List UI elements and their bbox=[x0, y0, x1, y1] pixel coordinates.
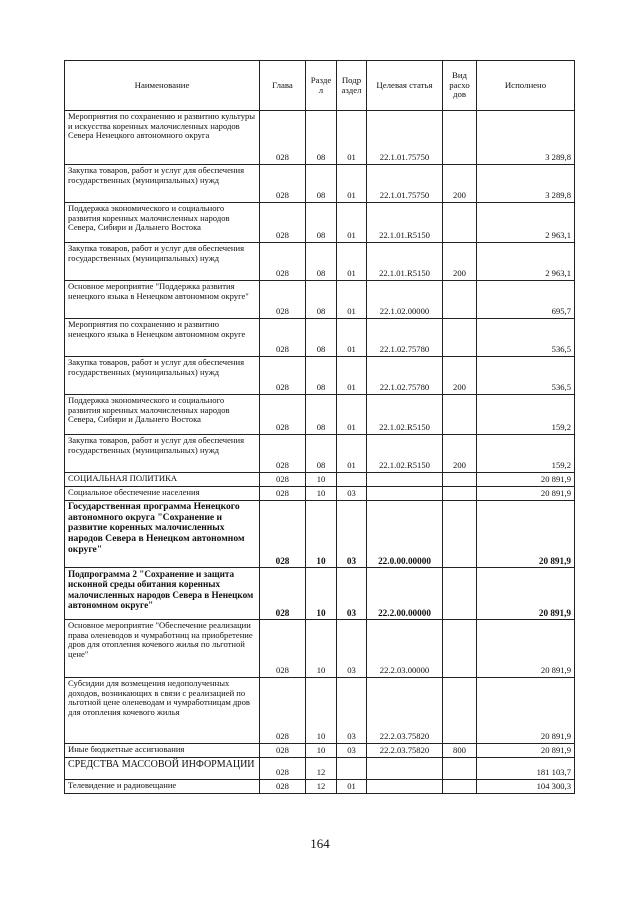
row-glava: 028 bbox=[260, 473, 306, 487]
row-vid bbox=[443, 203, 477, 243]
row-celevaya: 22.1.01.R5150 bbox=[367, 243, 443, 281]
row-razdel: 10 bbox=[306, 473, 337, 487]
row-razdel: 10 bbox=[306, 678, 337, 744]
row-vid bbox=[443, 501, 477, 568]
row-razdel: 08 bbox=[306, 395, 337, 435]
row-podrazdel: 03 bbox=[337, 568, 367, 620]
row-podrazdel: 01 bbox=[337, 165, 367, 203]
row-ispolneno: 159,2 bbox=[477, 435, 575, 473]
row-celevaya: 22.1.02.R5150 bbox=[367, 395, 443, 435]
row-celevaya bbox=[367, 780, 443, 794]
row-vid: 200 bbox=[443, 243, 477, 281]
table-row bbox=[65, 203, 575, 243]
row-vid: 200 bbox=[443, 435, 477, 473]
table-row bbox=[65, 758, 575, 780]
row-celevaya: 22.1.02.75780 bbox=[367, 357, 443, 395]
row-ispolneno: 20 891,9 bbox=[477, 501, 575, 568]
row-vid: 200 bbox=[443, 165, 477, 203]
row-name: Телевидение и радиовещание bbox=[65, 780, 260, 794]
row-ispolneno: 2 963,1 bbox=[477, 203, 575, 243]
row-razdel: 08 bbox=[306, 319, 337, 357]
row-podrazdel: 03 bbox=[337, 744, 367, 758]
row-glava: 028 bbox=[260, 319, 306, 357]
row-vid bbox=[443, 319, 477, 357]
row-podrazdel bbox=[337, 473, 367, 487]
row-celevaya: 22.2.03.75820 bbox=[367, 744, 443, 758]
row-name: Мероприятия по сохранению и развитию культуры и искусства коренных малочисленных народов Севера Ненецкого автономного округа bbox=[65, 111, 260, 165]
row-name: Закупка товаров, работ и услуг для обеспечения государственных (муниципальных) нужд bbox=[65, 165, 260, 203]
row-vid bbox=[443, 487, 477, 501]
row-glava: 028 bbox=[260, 281, 306, 319]
row-name: СРЕДСТВА МАССОВОЙ ИНФОРМАЦИИ bbox=[65, 758, 260, 780]
row-vid bbox=[443, 780, 477, 794]
header-razdel: Разде л bbox=[306, 61, 337, 111]
row-celevaya bbox=[367, 473, 443, 487]
row-podrazdel: 01 bbox=[337, 357, 367, 395]
row-ispolneno: 695,7 bbox=[477, 281, 575, 319]
row-razdel: 10 bbox=[306, 568, 337, 620]
row-podrazdel: 03 bbox=[337, 501, 367, 568]
row-celevaya: 22.2.00.00000 bbox=[367, 568, 443, 620]
row-vid bbox=[443, 620, 477, 678]
header-row bbox=[65, 61, 575, 111]
table-row bbox=[65, 165, 575, 203]
row-name: Закупка товаров, работ и услуг для обеспечения государственных (муниципальных) нужд bbox=[65, 243, 260, 281]
row-celevaya: 22.1.02.R5150 bbox=[367, 435, 443, 473]
row-podrazdel: 01 bbox=[337, 281, 367, 319]
row-name: Поддержка экономического и социального развития коренных малочисленных народов Севера, Сибири и Дальнего Востока bbox=[65, 395, 260, 435]
row-glava: 028 bbox=[260, 678, 306, 744]
table-row bbox=[65, 568, 575, 620]
row-glava: 028 bbox=[260, 501, 306, 568]
row-podrazdel: 01 bbox=[337, 243, 367, 281]
row-podrazdel: 01 bbox=[337, 395, 367, 435]
row-razdel: 08 bbox=[306, 165, 337, 203]
row-celevaya: 22.1.01.R5150 bbox=[367, 203, 443, 243]
row-razdel: 08 bbox=[306, 243, 337, 281]
table-row bbox=[65, 744, 575, 758]
row-name: Подпрограмма 2 "Сохранение и защита исконной среды обитания коренных малочисленных народов Севера в Ненецком автономном округе" bbox=[65, 568, 260, 620]
row-razdel: 12 bbox=[306, 780, 337, 794]
row-razdel: 08 bbox=[306, 357, 337, 395]
row-glava: 028 bbox=[260, 111, 306, 165]
row-ispolneno: 20 891,9 bbox=[477, 620, 575, 678]
header-podrazdel: Подр аздел bbox=[337, 61, 367, 111]
table-row bbox=[65, 473, 575, 487]
row-name: Основное мероприятие "Поддержка развития ненецкого языка в Ненецком автономном округе" bbox=[65, 281, 260, 319]
row-vid bbox=[443, 281, 477, 319]
row-razdel: 10 bbox=[306, 501, 337, 568]
row-ispolneno: 20 891,9 bbox=[477, 744, 575, 758]
table-row bbox=[65, 678, 575, 744]
row-razdel: 10 bbox=[306, 487, 337, 501]
row-glava: 028 bbox=[260, 780, 306, 794]
row-podrazdel: 01 bbox=[337, 319, 367, 357]
row-podrazdel: 01 bbox=[337, 111, 367, 165]
row-podrazdel bbox=[337, 758, 367, 780]
row-vid: 800 bbox=[443, 744, 477, 758]
page-number: 164 bbox=[310, 836, 330, 851]
row-glava: 028 bbox=[260, 487, 306, 501]
row-name: Закупка товаров, работ и услуг для обеспечения государственных (муниципальных) нужд bbox=[65, 435, 260, 473]
row-vid bbox=[443, 395, 477, 435]
row-glava: 028 bbox=[260, 243, 306, 281]
row-celevaya: 22.1.02.75780 bbox=[367, 319, 443, 357]
row-vid bbox=[443, 111, 477, 165]
row-celevaya: 22.1.01.75750 bbox=[367, 165, 443, 203]
table-row bbox=[65, 357, 575, 395]
row-glava: 028 bbox=[260, 357, 306, 395]
row-podrazdel: 03 bbox=[337, 678, 367, 744]
table-row bbox=[65, 501, 575, 568]
row-name: Закупка товаров, работ и услуг для обеспечения государственных (муниципальных) нужд bbox=[65, 357, 260, 395]
row-razdel: 10 bbox=[306, 620, 337, 678]
table-row bbox=[65, 319, 575, 357]
row-name: Государственная программа Ненецкого автономного округа "Сохранение и развитие коренных малочисленных народов Севера в Ненецком автономном округе" bbox=[65, 501, 260, 568]
row-name: Основное мероприятие "Обеспечение реализации права оленеводов и чумработниц на приобретение дров для отопления кочевого жилья по льготной цене" bbox=[65, 620, 260, 678]
row-celevaya bbox=[367, 758, 443, 780]
row-ispolneno: 20 891,9 bbox=[477, 678, 575, 744]
row-glava: 028 bbox=[260, 203, 306, 243]
row-celevaya bbox=[367, 487, 443, 501]
row-razdel: 12 bbox=[306, 758, 337, 780]
row-celevaya: 22.1.02.00000 bbox=[367, 281, 443, 319]
table-row bbox=[65, 281, 575, 319]
header-name: Наименование bbox=[65, 61, 260, 111]
row-ispolneno: 20 891,9 bbox=[477, 473, 575, 487]
row-ispolneno: 104 300,3 bbox=[477, 780, 575, 794]
row-vid bbox=[443, 678, 477, 744]
row-ispolneno: 2 963,1 bbox=[477, 243, 575, 281]
row-ispolneno: 3 289,8 bbox=[477, 111, 575, 165]
row-celevaya: 22.1.01.75750 bbox=[367, 111, 443, 165]
row-podrazdel: 01 bbox=[337, 780, 367, 794]
row-razdel: 08 bbox=[306, 111, 337, 165]
header-ispolneno: Исполнено bbox=[477, 61, 575, 111]
budget-table bbox=[64, 60, 575, 794]
row-razdel: 08 bbox=[306, 203, 337, 243]
row-name: СОЦИАЛЬНАЯ ПОЛИТИКА bbox=[65, 473, 260, 487]
row-glava: 028 bbox=[260, 744, 306, 758]
row-name: Социальное обеспечение населения bbox=[65, 487, 260, 501]
row-podrazdel: 03 bbox=[337, 620, 367, 678]
table-row bbox=[65, 395, 575, 435]
row-razdel: 10 bbox=[306, 744, 337, 758]
row-podrazdel: 01 bbox=[337, 435, 367, 473]
table-row bbox=[65, 435, 575, 473]
row-podrazdel: 01 bbox=[337, 203, 367, 243]
row-vid bbox=[443, 758, 477, 780]
table-row bbox=[65, 620, 575, 678]
row-glava: 028 bbox=[260, 395, 306, 435]
table-row bbox=[65, 111, 575, 165]
row-razdel: 08 bbox=[306, 435, 337, 473]
row-name: Иные бюджетные ассигнования bbox=[65, 744, 260, 758]
row-glava: 028 bbox=[260, 435, 306, 473]
row-name: Поддержка экономического и социального развития коренных малочисленных народов Севера, Сибири и Дальнего Востока bbox=[65, 203, 260, 243]
row-ispolneno: 159,2 bbox=[477, 395, 575, 435]
row-vid bbox=[443, 568, 477, 620]
row-ispolneno: 3 289,8 bbox=[477, 165, 575, 203]
row-celevaya: 22.0.00.00000 bbox=[367, 501, 443, 568]
row-ispolneno: 20 891,9 bbox=[477, 568, 575, 620]
row-name: Субсидии для возмещения недополученных доходов, возникающих в связи с реализацией по льготной цене оленеводам и чумработницам дров для отопления кочевого жилья bbox=[65, 678, 260, 744]
header-vid: Вид расхо дов bbox=[443, 61, 477, 111]
row-ispolneno: 20 891,9 bbox=[477, 487, 575, 501]
header-glava: Глава bbox=[260, 61, 306, 111]
row-celevaya: 22.2.03.75820 bbox=[367, 678, 443, 744]
row-ispolneno: 536,5 bbox=[477, 319, 575, 357]
header-celevaya: Целевая статья bbox=[367, 61, 443, 111]
row-vid bbox=[443, 473, 477, 487]
row-glava: 028 bbox=[260, 165, 306, 203]
row-razdel: 08 bbox=[306, 281, 337, 319]
row-ispolneno: 181 103,7 bbox=[477, 758, 575, 780]
row-glava: 028 bbox=[260, 620, 306, 678]
table-row bbox=[65, 243, 575, 281]
row-name: Мероприятия по сохранению и развитию ненецкого языка в Ненецком автономном округе bbox=[65, 319, 260, 357]
row-glava: 028 bbox=[260, 758, 306, 780]
row-glava: 028 bbox=[260, 568, 306, 620]
table-row bbox=[65, 780, 575, 794]
row-celevaya: 22.2.03.00000 bbox=[367, 620, 443, 678]
table-row bbox=[65, 487, 575, 501]
row-ispolneno: 536,5 bbox=[477, 357, 575, 395]
row-vid: 200 bbox=[443, 357, 477, 395]
row-podrazdel: 03 bbox=[337, 487, 367, 501]
